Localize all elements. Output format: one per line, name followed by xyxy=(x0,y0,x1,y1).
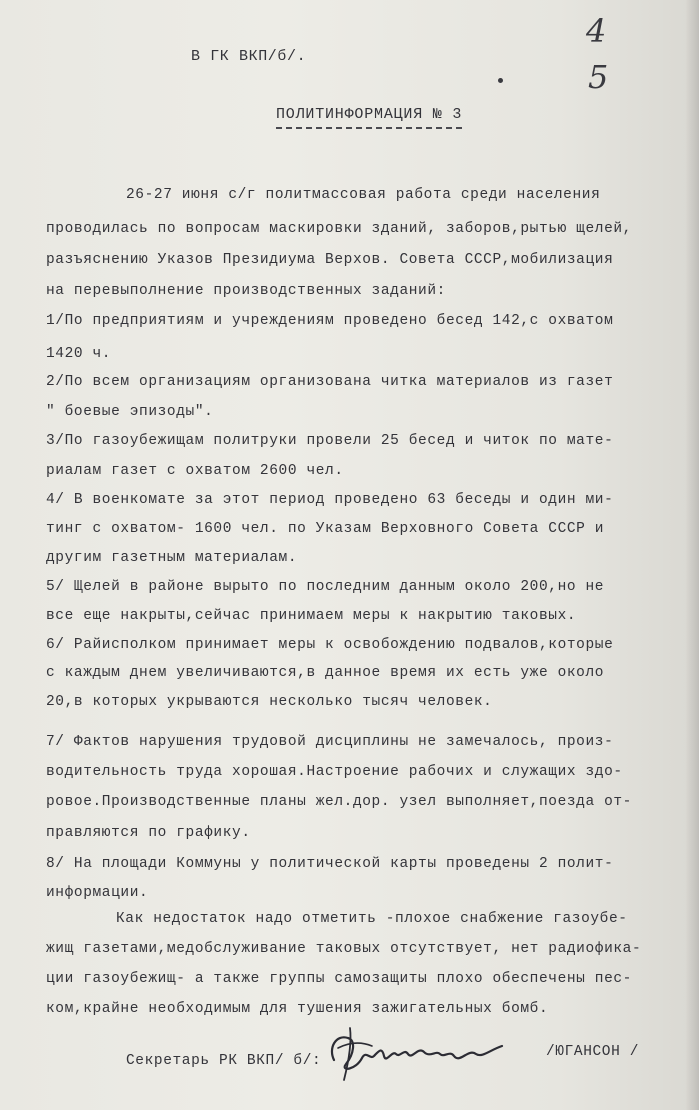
body-line: другим газетным материалам. xyxy=(46,550,298,566)
body-line: на перевыполнение производственных заданий: xyxy=(46,283,446,299)
body-line: 5/ Щелей в районе вырыто по последним данным около 200,но не xyxy=(46,579,605,595)
page-edge-shadow xyxy=(685,0,699,1110)
body-line: водительность труда хорошая.Настроение рабочих и служащих здо- xyxy=(46,764,623,780)
body-line: 1420 ч. xyxy=(46,346,112,362)
body-line: 1/По предприятиям и учреждениям проведено бесед 142,с охватом xyxy=(46,313,614,329)
body-line: 3/По газоубежищам политруки провели 25 бесед и читок по мате- xyxy=(46,433,614,449)
body-line: тинг с охватом- 1600 чел. по Указам Верховного Совета СССР и xyxy=(46,521,605,537)
ink-dot xyxy=(498,78,503,83)
archive-page-number-bottom: 5 xyxy=(588,58,609,96)
body-line: проводилась по вопросам маскировки зданий, заборов,рытью щелей, xyxy=(46,221,632,237)
body-line: 6/ Райисполком принимает меры к освобождению подвалов,которые xyxy=(46,637,614,653)
body-line: 26-27 июня с/г политмассовая работа среди населения xyxy=(126,187,601,203)
body-line: 20,в которых укрываются несколько тысяч человек. xyxy=(46,694,493,710)
body-line: ровое.Производственные планы жел.дор. узел выполняет,поезда от- xyxy=(46,794,632,810)
body-line: 4/ В военкомате за этот период проведено 63 беседы и один ми- xyxy=(46,492,614,508)
archive-page-number-top: 4 xyxy=(586,12,607,50)
handwritten-signature xyxy=(326,1020,516,1086)
body-line: Как недостаток надо отметить -плохое снабжение газоубе- xyxy=(116,911,628,927)
body-line: риалам газет с охватом 2600 чел. xyxy=(46,463,344,479)
body-line: правляются по графику. xyxy=(46,825,251,841)
signature-label: Секретарь РК ВКП/ б/: xyxy=(126,1053,322,1069)
body-line: жищ газетами,медобслуживание таковых отсутствует, нет радиофика- xyxy=(46,941,642,957)
body-line: разъяснению Указов Президиума Верхов. Совета СССР,мобилизация xyxy=(46,252,614,268)
body-line: с каждым днем увеличиваются,в данное время их есть уже около xyxy=(46,665,605,681)
body-line: 2/По всем организациям организована читка материалов из газет xyxy=(46,374,614,390)
body-line: ком,крайне необходимым для тушения зажигательных бомб. xyxy=(46,1001,549,1017)
body-line: ции газоубежищ- а также группы самозащиты плохо обеспечены пес- xyxy=(46,971,632,987)
addressee: В ГК ВКП/б/. xyxy=(191,48,307,65)
body-line: " боевые эпизоды". xyxy=(46,404,214,420)
signatory-name: /ЮГАНСОН / xyxy=(546,1044,640,1060)
body-line: 8/ На площади Коммуны у политической карты проведены 2 полит- xyxy=(46,856,614,872)
body-line: информации. xyxy=(46,885,149,901)
document-title: ПОЛИТИНФОРМАЦИЯ № 3 xyxy=(276,106,462,129)
body-line: 7/ Фактов нарушения трудовой дисциплины не замечалось, произ- xyxy=(46,734,614,750)
body-line: все еще накрыты,сейчас принимаем меры к накрытию таковых. xyxy=(46,608,577,624)
